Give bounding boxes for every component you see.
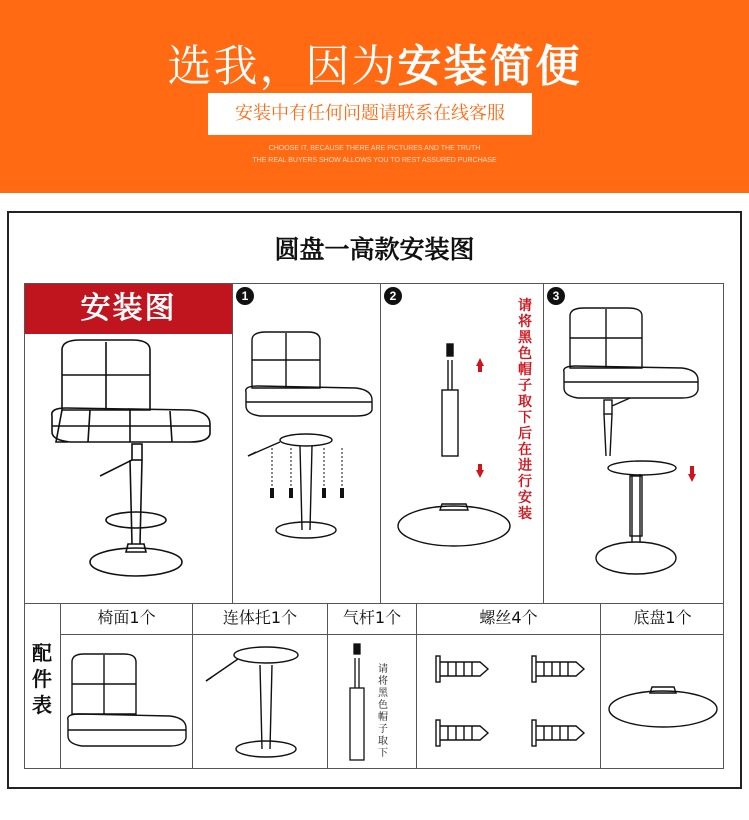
screws-part-illustration (430, 650, 595, 760)
part-seat-label: 椅面1个 (97, 608, 156, 627)
step-1-illustration (236, 330, 376, 545)
document-title: 圆盘一高款安装图 (274, 235, 475, 264)
step-number-3: 3 (547, 287, 565, 305)
part-gas-lift-label: 气杆1个 (342, 608, 402, 627)
promo-banner (0, 0, 749, 193)
bracket-part-illustration (198, 645, 323, 763)
banner-title (0, 30, 749, 94)
banner-english-line-2: THE REAL BUYERS SHOW ALLOWS YOU TO REST ASSURED PURCHASE (252, 157, 497, 164)
gas-lift-part-illustration (344, 642, 372, 766)
step-2-illustration (392, 340, 512, 555)
step-number-1: 1 (236, 287, 254, 305)
install-diagram-label: 安装图 (25, 284, 232, 334)
banner-title-light: 选我，因为 (167, 41, 398, 92)
assembled-stool-illustration (40, 338, 230, 598)
step-2-note: 请将黑色帽子取下后在进行安装 (518, 298, 532, 522)
parts-table-label: 配件表 (32, 641, 52, 717)
seat-part-illustration (62, 652, 190, 752)
grid-divider (232, 283, 233, 603)
banner-subtitle: 安装中有任何问题请联系在线客服 (208, 93, 532, 135)
banner-english-line-1: CHOOSE IT, BECAUSE THERE ARE PICTURES AND THE TRUTH (268, 145, 481, 152)
part-base-label: 底盘1个 (633, 608, 692, 627)
step-3-illustration (552, 306, 722, 591)
grid-divider (543, 283, 544, 603)
base-part-illustration (606, 675, 720, 731)
grid-divider (380, 283, 381, 603)
gas-lift-note: 请将黑色帽子取下 (378, 664, 388, 759)
part-screws-label: 螺丝4个 (479, 608, 538, 627)
step-number-2: 2 (384, 287, 402, 305)
grid-divider (60, 634, 724, 635)
part-bracket-label: 连体托1个 (222, 608, 298, 627)
banner-title-bold: 安装简便 (397, 41, 582, 92)
